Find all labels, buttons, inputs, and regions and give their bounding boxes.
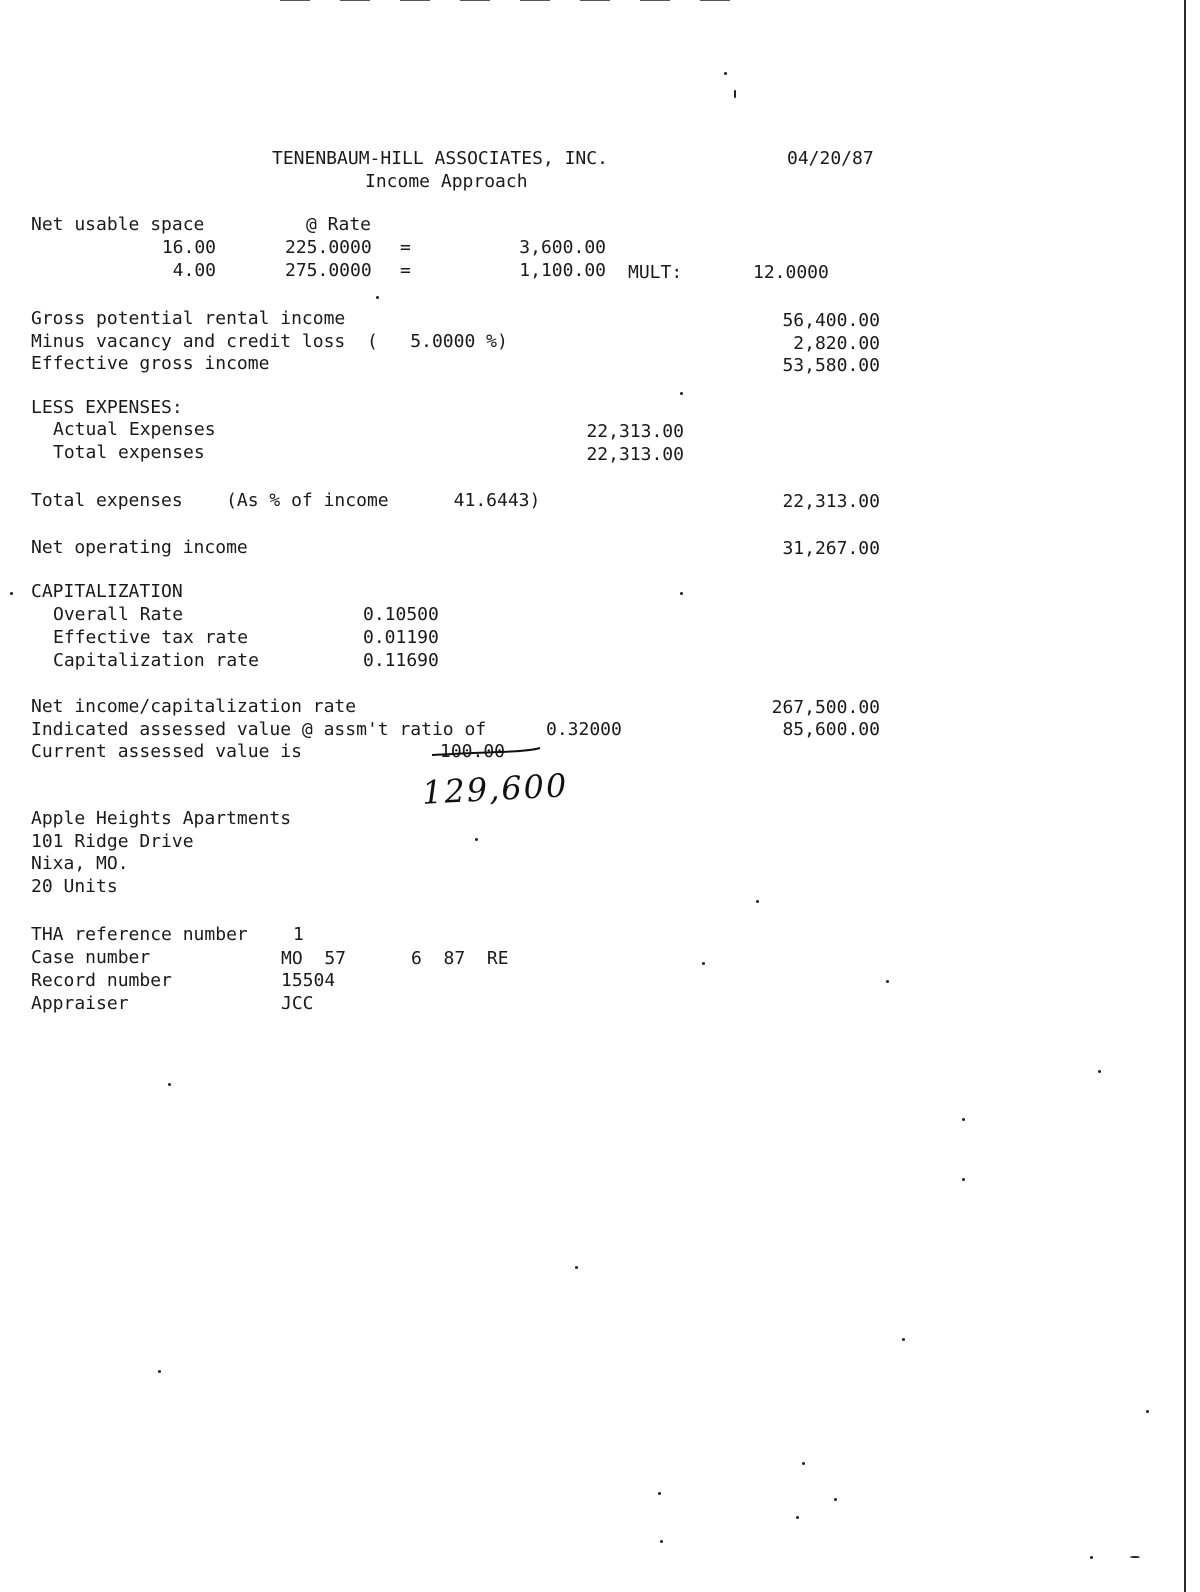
space-row-1-equals: = <box>400 237 411 258</box>
capitalization-heading: CAPITALIZATION <box>31 581 183 602</box>
space-row-1-space: 16.00 <box>161 237 216 258</box>
page-top-edge <box>280 0 740 1</box>
scan-speck <box>1130 1556 1140 1558</box>
scan-speck <box>902 1338 905 1341</box>
space-row-2-equals: = <box>400 260 411 281</box>
space-row-1-rate: 225.0000 <box>285 237 372 258</box>
scan-speck <box>1146 1410 1149 1413</box>
effective-tax-rate-value: 0.01190 <box>363 627 439 648</box>
scan-speck <box>10 592 13 595</box>
overall-rate-value: 0.10500 <box>363 604 439 625</box>
scan-speck <box>1090 1556 1093 1559</box>
scan-speck <box>658 1492 661 1495</box>
space-row-2-amount: 1,100.00 <box>519 260 606 281</box>
space-row-2-rate: 275.0000 <box>285 260 372 281</box>
indicated-value-amount: 85,600.00 <box>782 719 880 740</box>
net-operating-income-value: 31,267.00 <box>782 538 880 559</box>
scan-speck <box>660 1540 663 1543</box>
effective-income-value: 53,580.00 <box>782 355 880 376</box>
scan-speck <box>158 1370 161 1373</box>
scan-speck <box>796 1516 799 1519</box>
tha-reference-label: THA reference number <box>31 924 248 945</box>
space-row-2-space: 4.00 <box>172 260 216 281</box>
scan-speck <box>756 900 759 903</box>
effective-tax-rate-label: Effective tax rate <box>53 627 249 648</box>
scan-speck <box>680 592 683 595</box>
scan-speck <box>475 838 478 841</box>
property-name: Apple Heights Apartments <box>31 808 292 829</box>
net-cap-rate-value: 267,500.00 <box>771 697 880 718</box>
mult-value: 12.0000 <box>753 262 829 283</box>
actual-expenses-value: 22,313.00 <box>586 421 684 442</box>
page-right-edge <box>1184 0 1186 1592</box>
scan-speck <box>962 1178 965 1181</box>
record-number-value: 15504 <box>281 970 336 991</box>
scan-speck <box>802 1462 805 1465</box>
company-name: TENENBAUM-HILL ASSOCIATES, INC. <box>272 148 608 169</box>
scan-speck <box>734 90 736 98</box>
assessment-ratio: 0.32000 <box>546 719 622 740</box>
net-usable-space-label: Net usable space <box>31 214 205 235</box>
strike-through-mark <box>430 746 542 758</box>
total-expenses-sub-value: 22,313.00 <box>586 444 684 465</box>
record-number-label: Record number <box>31 970 172 991</box>
vacancy-loss-value: 2,820.00 <box>793 333 880 354</box>
total-expenses-sub-label: Total expenses <box>53 442 205 463</box>
document-date: 04/20/87 <box>787 148 874 169</box>
rate-column-label: @ Rate <box>306 214 372 235</box>
scan-speck <box>376 296 379 299</box>
actual-expenses-label: Actual Expenses <box>53 419 216 440</box>
total-expenses-value: 22,313.00 <box>782 491 880 512</box>
document-subtitle: Income Approach <box>365 171 528 192</box>
scan-speck <box>834 1498 837 1501</box>
appraiser-value: JCC <box>281 993 314 1014</box>
case-number-label: Case number <box>31 947 151 968</box>
scan-speck <box>724 72 727 75</box>
net-operating-income-label: Net operating income <box>31 537 248 558</box>
space-row-1-amount: 3,600.00 <box>519 237 606 258</box>
scan-speck <box>1098 1070 1101 1073</box>
property-city: Nixa, MO. <box>31 853 129 874</box>
vacancy-loss-label: Minus vacancy and credit loss ( 5.0000 %) <box>31 331 508 352</box>
tha-reference-value: 1 <box>293 924 304 945</box>
case-number-value: MO 57 6 87 RE <box>281 948 509 969</box>
capitalization-rate-value: 0.11690 <box>363 650 439 671</box>
scan-speck <box>168 1083 171 1086</box>
property-units: 20 Units <box>31 876 118 897</box>
property-street: 101 Ridge Drive <box>31 831 194 852</box>
net-cap-rate-label: Net income/capitalization rate <box>31 696 357 717</box>
scan-speck <box>680 392 683 395</box>
less-expenses-heading: LESS EXPENSES: <box>31 397 183 418</box>
gross-income-label: Gross potential rental income <box>31 308 346 329</box>
total-expenses-pct-label: Total expenses (As % of income 41.6443) <box>31 490 541 511</box>
struck-assessed-value: 100.00 <box>440 741 506 762</box>
effective-income-label: Effective gross income <box>31 353 270 374</box>
overall-rate-label: Overall Rate <box>53 604 184 625</box>
current-assessed-value-label: Current assessed value is <box>31 741 302 762</box>
indicated-value-label: Indicated assessed value @ assm't ratio of <box>31 719 487 740</box>
scan-speck <box>575 1266 578 1269</box>
appraiser-label: Appraiser <box>31 993 129 1014</box>
handwritten-assessed-value: 129,600 <box>421 766 570 812</box>
mult-label: MULT: <box>628 262 683 283</box>
scan-speck <box>886 980 889 983</box>
gross-income-value: 56,400.00 <box>782 310 880 331</box>
scan-speck <box>702 962 705 965</box>
scan-speck <box>962 1118 965 1121</box>
capitalization-rate-label: Capitalization rate <box>53 650 259 671</box>
